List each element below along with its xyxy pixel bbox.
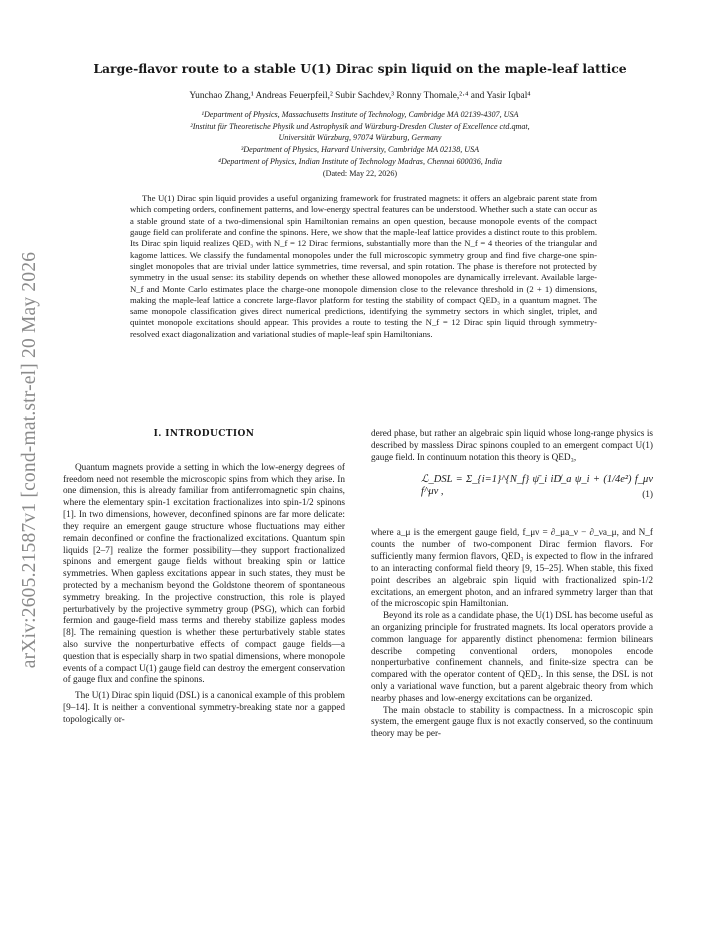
right-column	[371, 429, 653, 741]
intro-paragraph-3: dered phase, but rather an algebraic spin liquid whose long-range physics is described by massless Dirac spinons coupled to an emergent compact U(1) gauge field. In continuum notation this theory is QED₃,	[371, 429, 653, 463]
affiliation-2: ²Institut für Theoretische Physik und Astrophysik and Würzburg-Dresden Cluster of Excellence ctd.qmat,	[190, 121, 530, 131]
equation-number: (1)	[642, 490, 653, 501]
equation-body: ℒ_DSL = Σ_{i=1}^{N_f} ψ̄_i iD̸_a ψ_i + (1/4e²) f_μν f^μν ,	[421, 474, 653, 498]
affiliation-2-cont: Universität Würzburg, 97074 Würzburg, Germany	[278, 133, 442, 143]
abstract: The U(1) Dirac spin liquid provides a useful organizing framework for frustrated magnets: it offers an algebraic parent state from which competing orders, confinement patterns, and low-energy spectral features can be understood. Whether such a state can occur as a stable ground state of a two-dimensional spin Hamiltonian remains an open question, because monopole events of the compact gauge field can proliferate and confine the spinons. Here, we show that the maple-leaf lattice provides a distinct route to this problem. Its Dirac spin liquid realizes QED₃ with N_f = 12 Dirac fermions, substantially more than the N_f = 4 theories of the triangular and kagome lattices. We classify the fundamental monopoles under the full microscopic symmetry group and find five charge-one spin-singlet monopoles that are trivial under lattice symmetries, time reversal, and spin rotation. The phase is therefore not protected by symmetry in the usual sense: its stability depends on whether these allowed monopoles are dynamically irrelevant. Available large-N_f and Monte Carlo estimates place the charge-one monopole dimension close to the relevance threshold in (2 + 1) dimensions, making the maple-leaf lattice a concrete large-flavor platform for testing the stability of compact QED₃ in a quantum magnet. The same monopole classification gives direct numerical predictions, identifying the symmetry sectors in which singlet, triplet, and quintet monopole excitations should appear. This provides a route to testing the N_f = 12 Dirac spin liquid through symmetry-resolved exact diagonalization and variational studies of maple-leaf spin Hamiltonians.	[130, 193, 597, 339]
paper-title: Large-flavor route to a stable U(1) Dirac spin liquid on the maple-leaf lattice	[93, 61, 627, 76]
affiliation-3: ³Department of Physics, Harvard University, Cambridge MA 02138, USA	[240, 145, 480, 155]
left-column	[63, 429, 345, 727]
intro-paragraph-6: The main obstacle to stability is compactness. In a microscopic spin system, the emergent gauge flux is not exactly conserved, so the continuum theory may be per-	[371, 705, 653, 740]
affiliations	[60, 109, 660, 179]
author-list: Yunchao Zhang,¹ Andreas Feuerpfeil,² Subir Sachdev,³ Ronny Thomale,²·⁴ and Yasir Iqbal⁴	[189, 91, 531, 101]
intro-paragraph-2: The U(1) Dirac spin liquid (DSL) is a canonical example of this problem [9–14]. It is neither a conventional symmetry-breaking state nor a gapped topologically or-	[63, 691, 345, 725]
date-line: (Dated: May 22, 2026)	[322, 168, 398, 178]
equation-1	[371, 468, 653, 526]
arxiv-id: arXiv:2605.21587v1 [cond-mat.str-el] 20 May 2026	[19, 251, 40, 669]
affiliation-1: ¹Department of Physics, Massachusetts Institute of Technology, Cambridge MA 02139-4307, USA	[201, 110, 519, 119]
intro-paragraph-1: Quantum magnets provide a setting in which the low-energy degrees of freedom need not resemble the microscopic spins from which they arise. In one dimension, this is already familiar from antiferromagnetic spin chains, where the elementary spin-1 excitation fractionalizes into spin-1/2 spinons [1]. In two dimensions, however, deconfined spinons are far more delicate: they require an emergent gauge structure whose fluctuations may either remain deconfined or confine the fractionalized excitations. Quantum spin liquids [2–7] realize the former possibility—they support fractionalized spinons and emergent gauge fields without breaking spin or lattice symmetries. When gapless excitations appear in such states, they must be protected by a mechanism beyond the Goldstone theorem of spontaneous symmetry breaking. In the projective construction, this role is played perturbatively by the projective symmetry group (PSG), which can forbid fermion and gauge-field mass terms and thereby stabilize gapless modes [8]. The remaining question is whether these perturbatively stable states also survive the nonperturbative effects of compact gauge fields—a question that is especially sharp in two spatial dimensions, where monopole events of a compact U(1) gauge field can destroy the emergent conservation of gauge flux and confine the spinons.	[63, 462, 345, 686]
section-heading: I. INTRODUCTION	[153, 429, 255, 439]
arxiv-sidebar-stamp	[8, 215, 52, 705]
affiliation-4: ⁴Department of Physics, Indian Institute of Technology Madras, Chennai 600036, India	[218, 156, 502, 166]
intro-paragraph-4: where a_μ is the emergent gauge field, f_μν = ∂_μa_ν − ∂_νa_μ, and N_f counts the number of two-component Dirac fermion flavors. For sufficiently many fermion flavors, QED₃ is expected to flow in the infrared to an interacting conformal field theory [9, 15–25]. When stable, this fixed point describes an algebraic spin liquid with fractionalized spin-1/2 excitations, an emergent photon, and an infrared symmetry larger than that of the microscopic spin Hamiltonian.	[371, 528, 653, 610]
intro-paragraph-5: Beyond its role as a candidate phase, the U(1) DSL has become useful as an organizing principle for frustrated magnets. Its local operators provide a common language for apparently distinct phenomena: fermion bilinears describe competing conventional orders, monopoles encode nonperturbative confinement channels, and finite-size spectra can be compared with the operator content of QED₃. In this sense, the DSL is not only a variational wave function, but a parent algebraic theory from which nearby phases and low-energy excitations can be organized.	[371, 611, 653, 704]
